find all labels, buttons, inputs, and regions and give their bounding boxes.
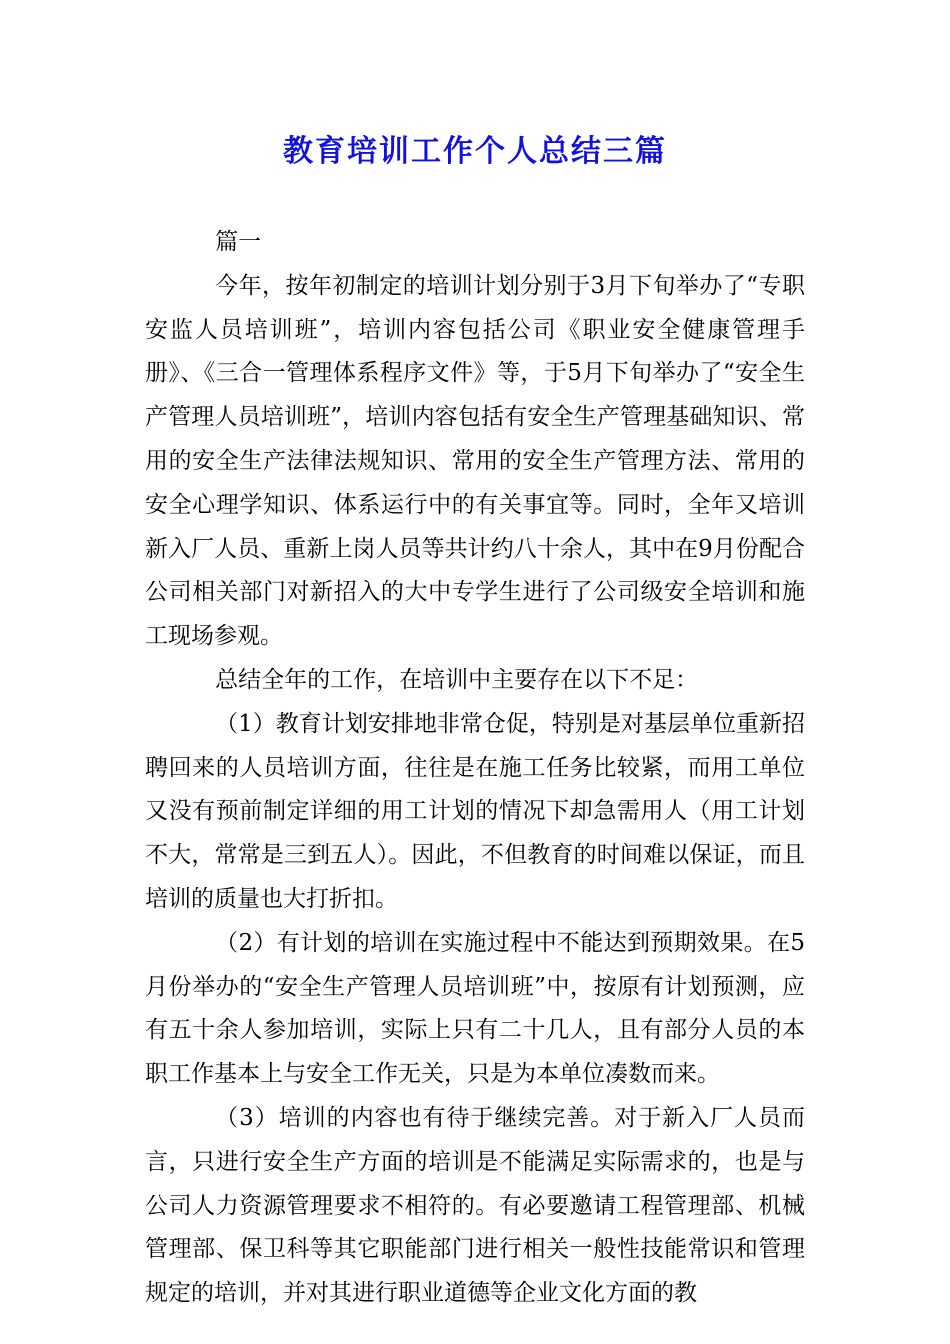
paragraph-summary: 总结全年的工作，在培训中主要存在以下不足： bbox=[215, 666, 699, 693]
paragraph-point-1: （1）教育计划安排地非常仓促，特别是对基层单位重新招聘回来的人员培训方面，往往是在施工任务比较紧，而用工单位又没有预前制定详细的用工计划的情况下却急需用人（用工计划不大，常常是三到五人）。因此，不但教育的时间难以保证，而且培训的质量也大打折扣。 bbox=[145, 710, 805, 912]
document-title: 教育培训工作个人总结三篇 bbox=[283, 134, 667, 169]
paragraph-intro: 今年，按年初制定的培训计划分别于3月下旬举办了“专职安监人员培训班”，培训内容包括公司《职业安全健康管理手册》、《三合一管理体系程序文件》等，于5月下旬举办了“安全生产管理人员培训班”，培训内容包括有安全生产管理基础知识、常用的安全生产法律法规知识、常用的安全生产管理方法、常用的安全心理学知识、体系运行中的有关事宜等。同时，全年又培训新入厂人员、重新上岗人员等共计约八十余人，其中在9月份配合公司相关部门对新招入的大中专学生进行了公司级安全培训和施工现场参观。 bbox=[145, 272, 805, 650]
section-heading: 篇一 bbox=[215, 229, 262, 255]
paragraph-point-3: （3）培训的内容也有待于继续完善。对于新入厂人员而言，只进行安全生产方面的培训是不能满足实际需求的，也是与公司人力资源管理要求不相符的。有必要邀请工程管理部、机械管理部、保卫科等其它职能部门进行相关一般性技能常识和管理规定的培训，并对其进行职业道德等企业文化方面的教 bbox=[145, 1104, 805, 1307]
paragraph-point-2: （2）有计划的培训在实施过程中不能达到预期效果。在5月份举办的“安全生产管理人员培训班”中，按原有计划预测，应有五十余人参加培训，实际上只有二十几人，且有部分人员的本职工作基本上与安全工作无关，只是为本单位凑数而来。 bbox=[145, 929, 805, 1088]
document-body bbox=[145, 221, 805, 1316]
